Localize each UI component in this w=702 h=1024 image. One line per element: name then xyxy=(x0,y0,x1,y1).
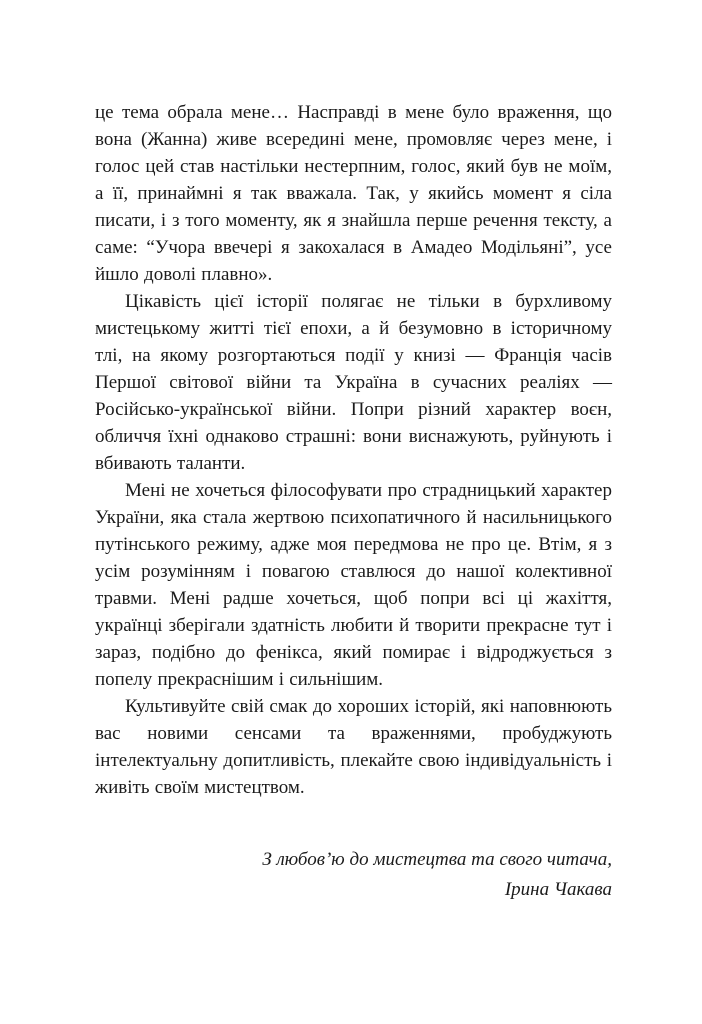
paragraph-ukraine-reflection: Мені не хочеться філософувати про страдницький характер України, яка стала жертвою психопатичного й насильницького путінського режиму, адже моя передмова не про це. Втім, я з усім розумінням і повагою ставлюся до нашої колективної травми. Мені радше хочеться, щоб попри всі ці жахіття, українці зберігали здатність любити й творити прекрасне тут і зараз, подібно до фенікса, який помирає і відроджується з попелу прекраснішим і сильнішим. xyxy=(95,480,612,690)
signature-author-name: Ірина Чакава xyxy=(504,879,612,900)
paragraph-history-interest: Цікавість цієї історії полягає не тільки в бурхливому мистецькому житті тієї епохи, а й безумовно в історичному тлі, на якому розгортаються події у книзі — Франція часів Першої світової війни та Україна в сучасних реаліях — Російсько-української війни. Попри різний характер воєн, обличчя їхні однаково страшні: вони виснажують, руйнують і вбивають таланти. xyxy=(95,291,612,474)
paragraph-closing-advice: Культивуйте свій смак до хороших історій, які наповнюють вас новими сенсами та враженнями, пробуджують інтелектуальну допитливість, плекайте свою індивідуальність і живіть своїм мистецтвом. xyxy=(95,696,612,798)
text-block xyxy=(95,99,612,905)
paragraph-continuation: це тема обрала мене… Насправді в мене було враження, що вона (Жанна) живе всередині мене, промовляє через мене, і голос цей став настільки нестерпним, голос, який був не моїм, а її, принаймні я так вважала. Так, у якийсь момент я сіла писати, і з того моменту, як я знайшла перше речення тексту, а саме: “Учора ввечері я закохалася в Амадео Модільяні”, усе йшло доволі плавно». xyxy=(95,102,612,285)
signature-block xyxy=(95,845,612,905)
signature-dedication: З любов’ю до мистецтва та свого читача, xyxy=(262,849,612,870)
